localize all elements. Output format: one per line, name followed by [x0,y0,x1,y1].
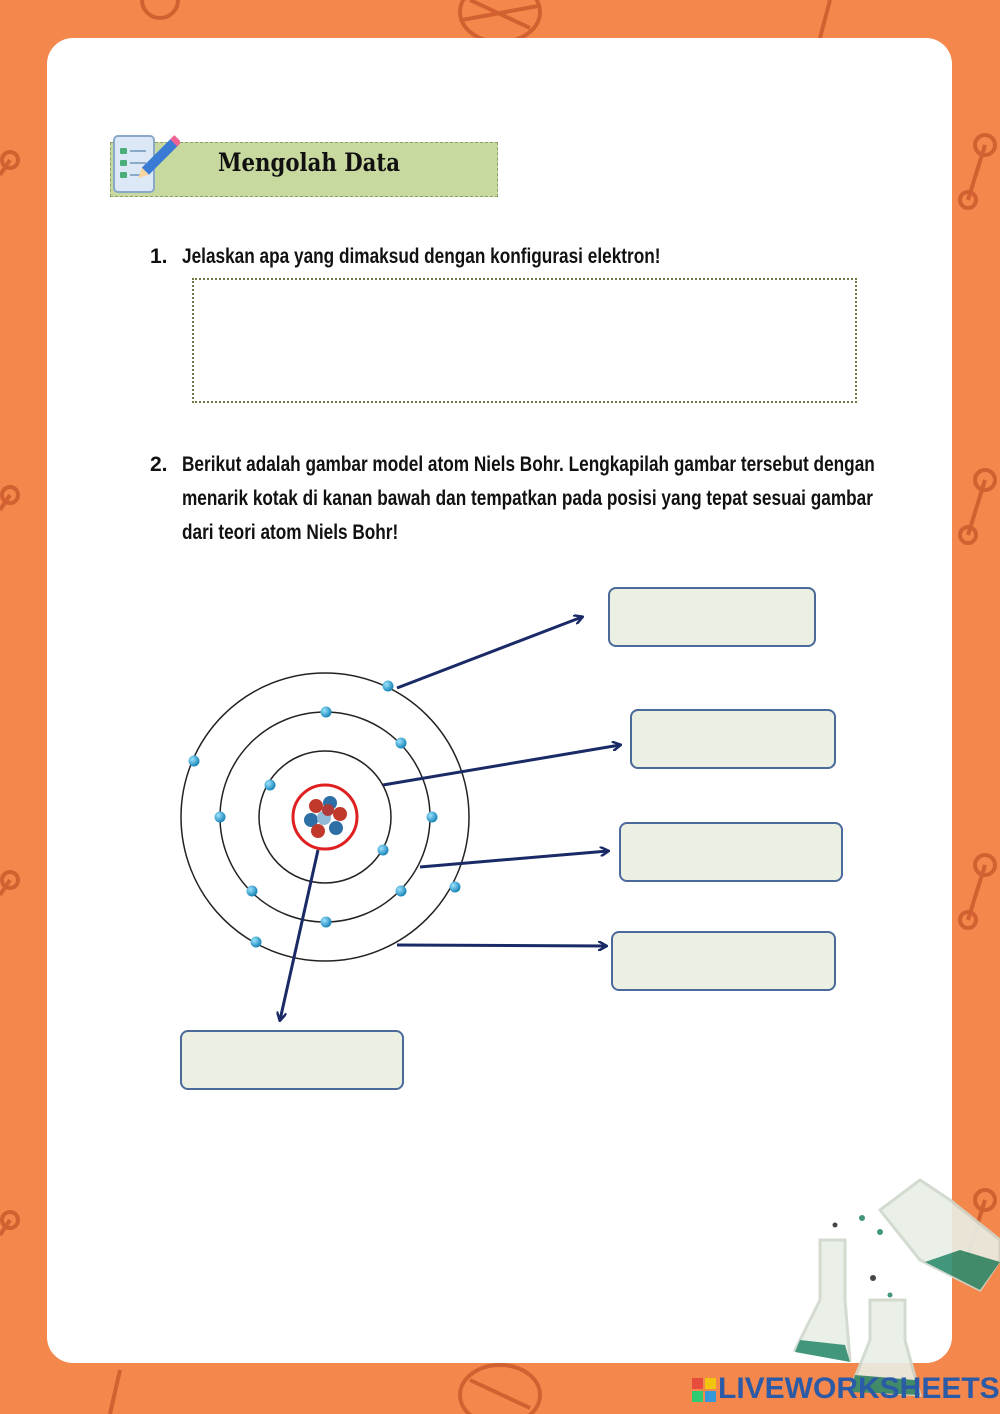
question-number: 2. [150,453,168,476]
question-text: Berikut adalah gambar model atom Niels Bohr. Lengkapilah gambar tersebut dengan menarik kotak di kanan bawah dan tempatkan pada posisi yang tepat sesuai gambar dari teori atom Niels Bohr! [182,453,875,544]
question-number: 1. [150,245,168,268]
liveworksheets-logo-icon [692,1378,716,1402]
section-title: Mengolah Data [218,148,401,177]
watermark-text: LIVEWORKSHEETS [718,1372,1000,1405]
question-text: Jelaskan apa yang dimaksud dengan konfigurasi elektron! [182,245,661,268]
